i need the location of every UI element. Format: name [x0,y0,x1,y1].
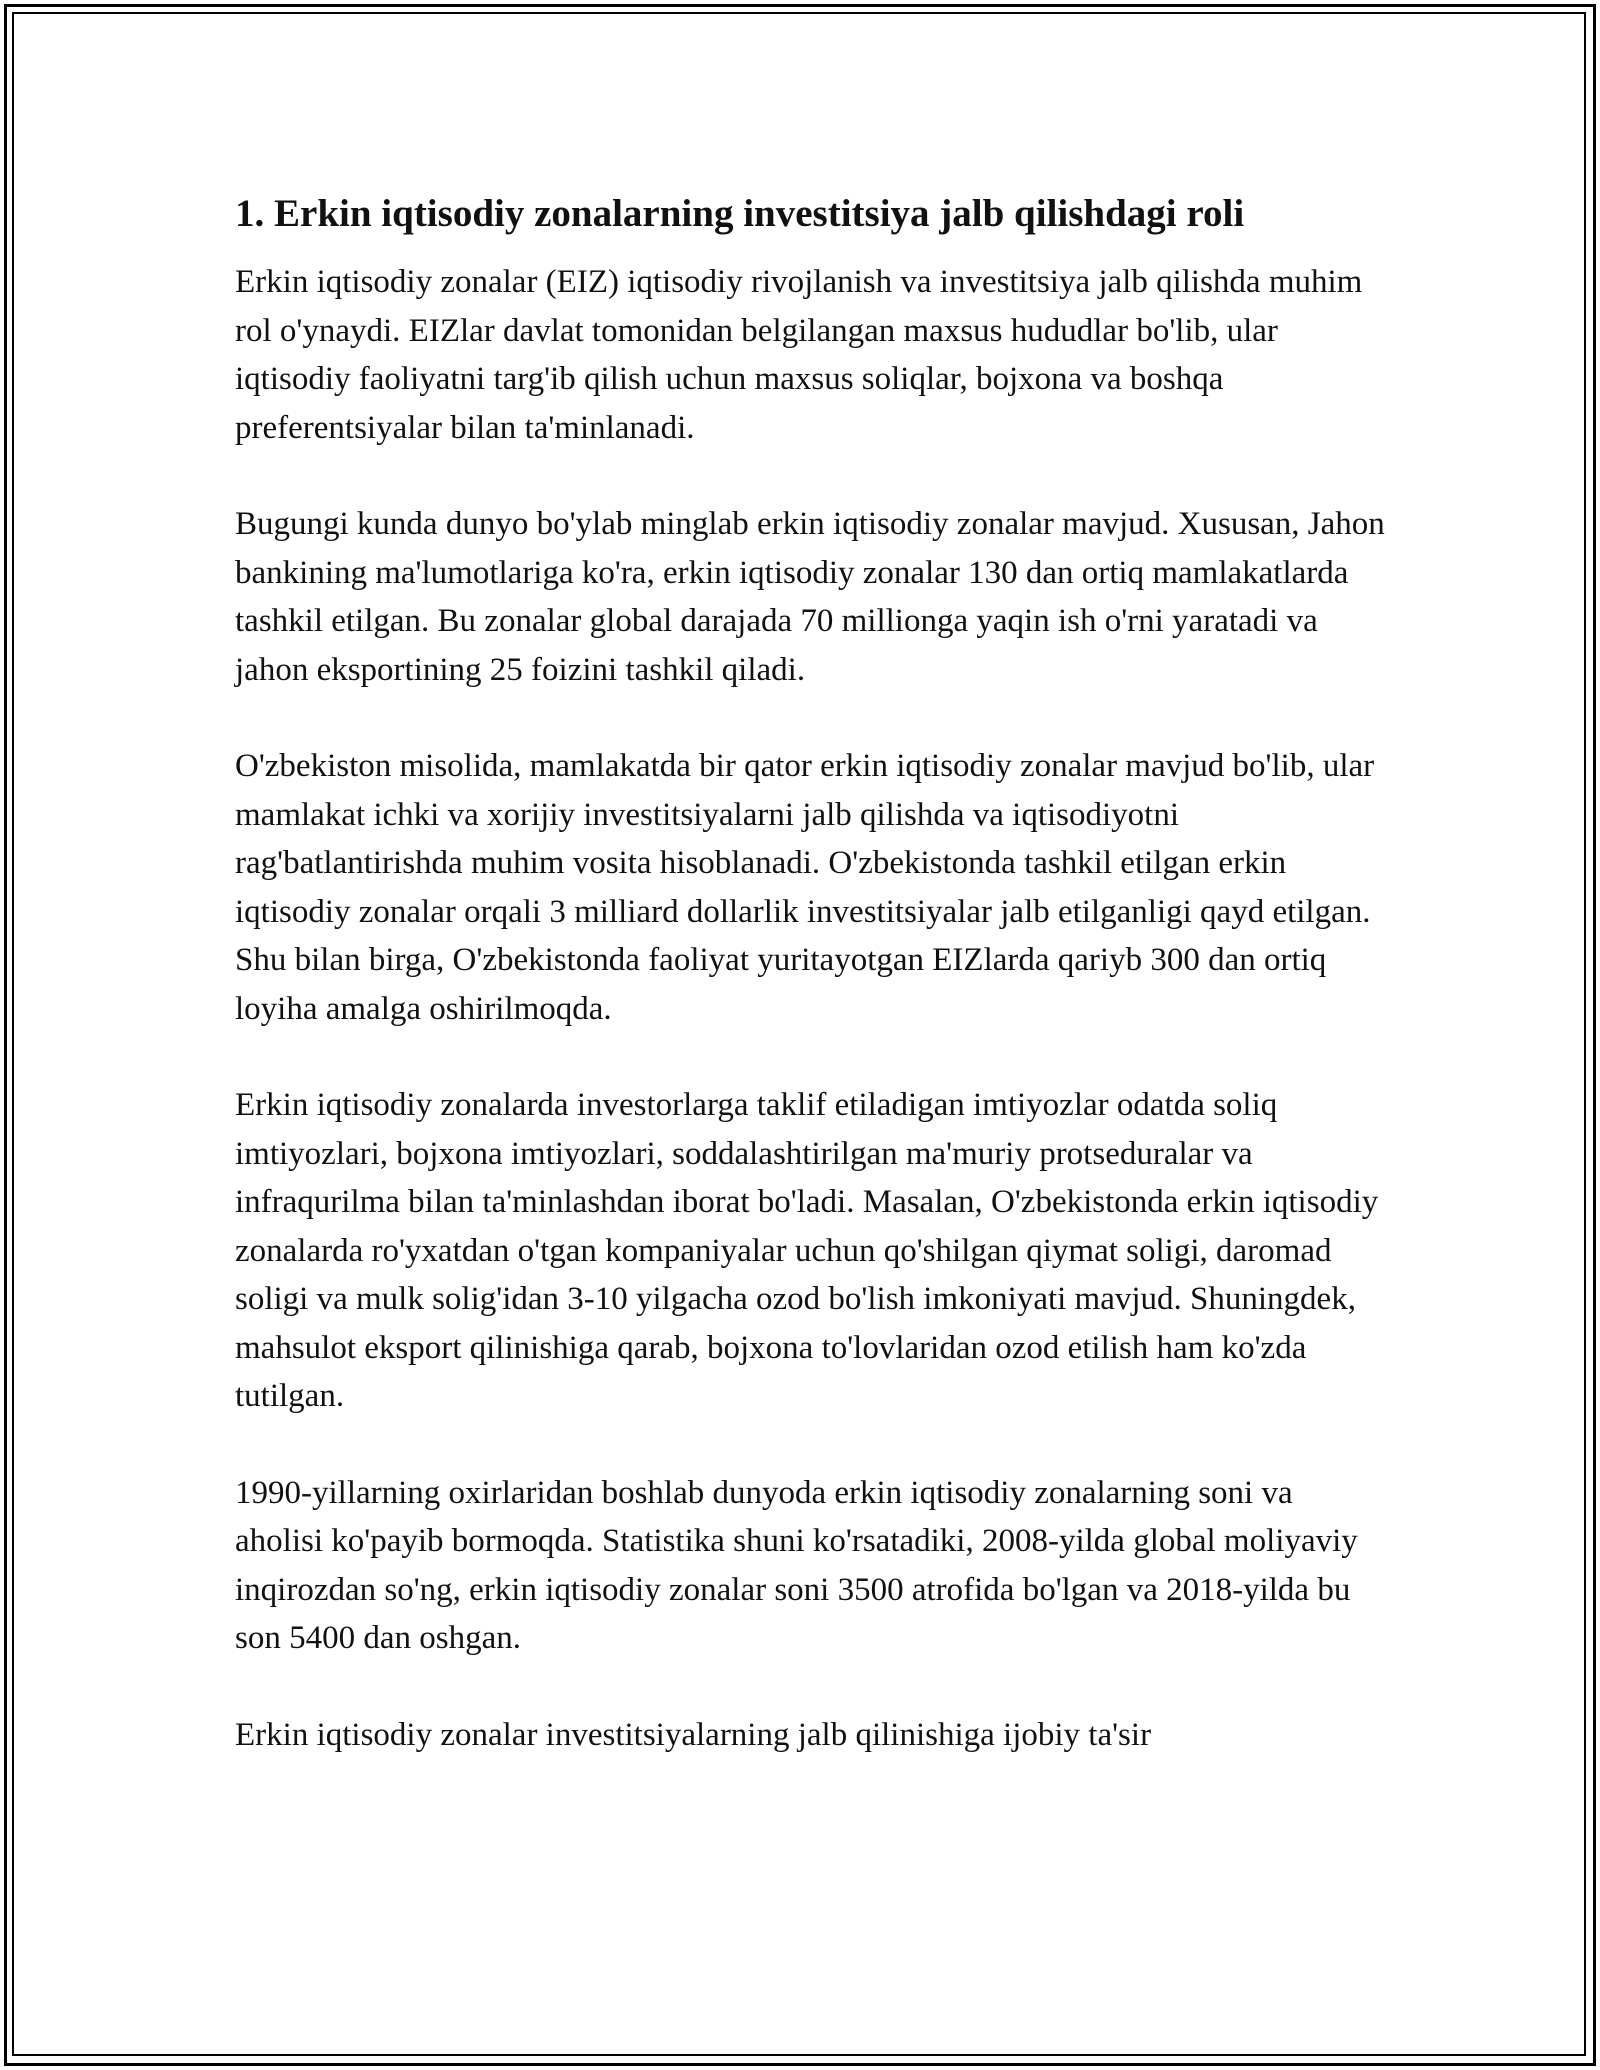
document-title: 1. Erkin iqtisodiy zonalarning investitsiya jalb qilishdagi roli [235,192,1245,235]
paragraph-investor-benefits: Erkin iqtisodiy zonalarda investorlarga taklif etiladigan imtiyozlar odatda soliq imtiyozlari, bojxona imtiyozlari, soddalashtirilgan ma'muriy protseduralar va infraqurilma bilan ta'minlashdan iborat bo'ladi. Masalan, O'zbekistonda erkin iqtisodiy zonalarda ro'yxatdan o'tgan kompaniyalar uchun qo'shilgan qiymat soligi, daromad soligi va mulk solig'idan 3-10 yilgacha ozod bo'lish imkoniyati mavjud. Shuningdek, mahsulot eksport qilinishiga qarab, bojxona to'lovlaridan ozod etilish ham ko'zda tutilgan. [235,1087,1379,1414]
paragraph-eiz-role: Erkin iqtisodiy zonalar (EIZ) iqtisodiy rivojlanish va investitsiya jalb qilishda muhim rol o'ynaydi. EIZlar davlat tomonidan belgilangan maxsus hududlar bo'lib, ular iqtisodiy faoliyatni targ'ib qilish uchun maxsus soliqlar, bojxona va boshqa preferentsiyalar bilan ta'minlanadi. [235,264,1363,446]
paragraph-global-zones: Bugungi kunda dunyo bo'ylab minglab erkin iqtisodiy zonalar mavjud. Xususan, Jahon bankining ma'lumotlariga ko'ra, erkin iqtisodiy zonalar 130 dan ortiq mamlakatlarda tashkil etilgan. Bu zonalar global darajada 70 millionga yaqin ish o'rni yaratadi va jahon eksportining 25 foizini tashkil qiladi. [235,506,1385,688]
paragraph-uzbekistan-example: O'zbekiston misolida, mamlakatda bir qator erkin iqtisodiy zonalar mavjud bo'lib, ular mamlakat ichki va xorijiy investitsiyalarni jalb qilishda va iqtisodiyotni rag'batlantirishda muhim vosita hisoblanadi. O'zbekistonda tashkil etilgan erkin iqtisodiy zonalar orqali 3 milliard dollarlik investitsiyalar jalb etilganligi qayd etilgan. Shu bilan birga, O'zbekistonda faoliyat yuritayotgan EIZlarda qariyb 300 dan ortiq loyiha amalga oshirilmoqda. [235,748,1375,1027]
paragraph-investment-impact: Erkin iqtisodiy zonalar investitsiyalarning jalb qilinishiga ijobiy ta'sir [235,1716,1152,1753]
document-body [235,188,1385,1807]
paragraph-zone-growth-statistics: 1990-yillarning oxirlaridan boshlab dunyoda erkin iqtisodiy zonalarning soni va aholisi ko'payib bormoqda. Statistika shuni ko'rsatadiki, 2008-yilda global moliyaviy inqirozdan so'ng, erkin iqtisodiy zonalar soni 3500 atrofida bo'lgan va 2018-yilda bu son 5400 dan oshgan. [235,1474,1358,1656]
